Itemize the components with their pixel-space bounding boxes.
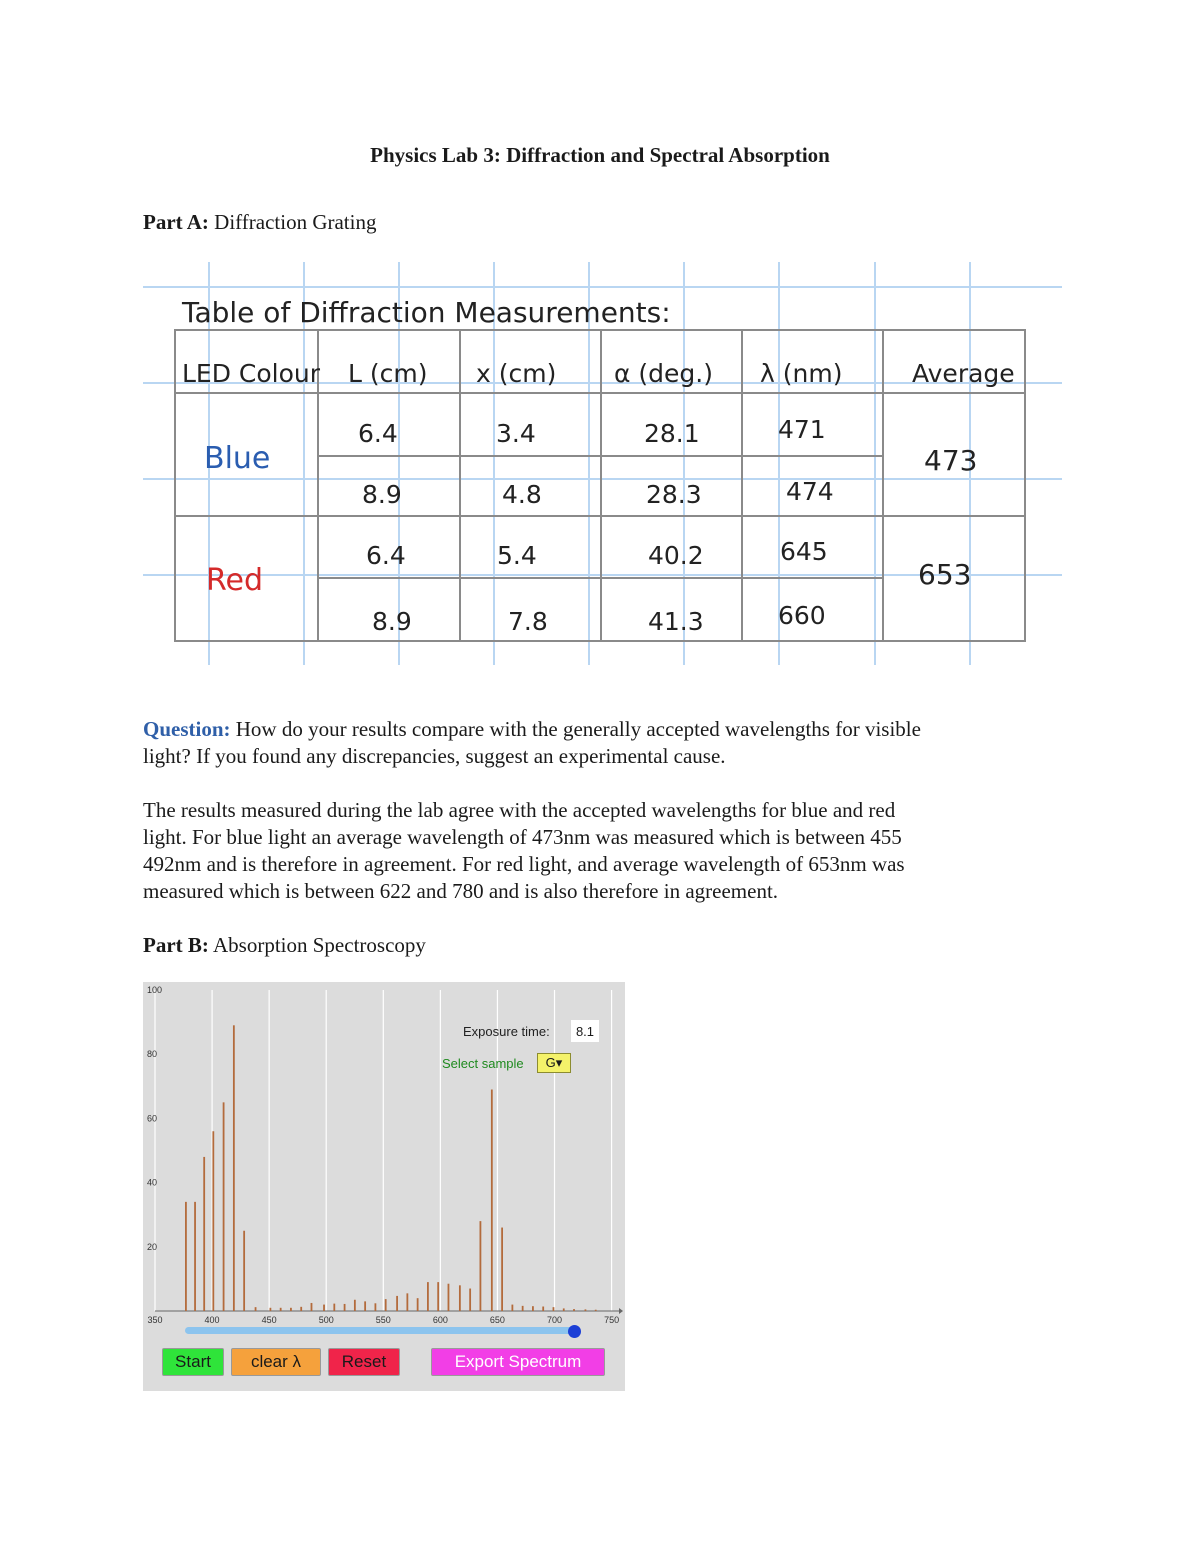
x-tick-label-750: 750 <box>604 1315 620 1325</box>
spectrum-bar-9 <box>280 1308 282 1311</box>
red-r2-angle: 41.3 <box>648 607 704 636</box>
spectrum-bar-12 <box>311 1303 313 1311</box>
spectrum-bar-30 <box>501 1228 503 1311</box>
spectrum-bar-1 <box>194 1202 196 1311</box>
header-x: x (cm) <box>476 359 557 388</box>
spectrum-bar-38 <box>585 1309 587 1311</box>
spectrum-bar-35 <box>553 1307 555 1311</box>
blue-r2-length: 8.9 <box>362 480 402 509</box>
y-tick-label-20: 20 <box>147 1241 158 1252</box>
spectrum-bar-18 <box>375 1303 377 1311</box>
spectrum-bar-26 <box>459 1285 461 1311</box>
table-heading: Table of Diffraction Measurements: <box>182 296 671 329</box>
red-r1-x: 5.4 <box>497 541 537 570</box>
spectrum-bar-23 <box>427 1282 429 1311</box>
spectrum-bar-2 <box>203 1157 205 1311</box>
answer-line-1: The results measured during the lab agree with the accepted wavelengths for blue and red <box>143 798 896 822</box>
part-b-text: Absorption Spectroscopy <box>213 933 426 957</box>
y-tick-label-40: 40 <box>147 1177 158 1188</box>
x-axis-arrow <box>619 1308 623 1314</box>
document-title: Physics Lab 3: Diffraction and Spectral Absorption <box>370 143 830 167</box>
spectrum-bar-24 <box>437 1282 439 1311</box>
question-block <box>143 716 1063 770</box>
part-a-label: Part A: <box>143 210 209 234</box>
x-tick-label-650: 650 <box>489 1315 505 1325</box>
row-label-red: Red <box>206 563 263 598</box>
part-b-label: Part B: <box>143 933 209 957</box>
spectrum-bar-4 <box>223 1102 225 1311</box>
red-r2-wavelength: 660 <box>778 601 826 630</box>
blue-r1-wavelength: 471 <box>778 415 826 444</box>
spectrum-bar-14 <box>333 1304 335 1311</box>
header-average: Average <box>912 359 1015 388</box>
header-angle: α (deg.) <box>614 359 713 388</box>
y-tick-label-80: 80 <box>147 1049 158 1060</box>
wavelength-slider-track[interactable] <box>185 1327 579 1334</box>
spectrum-bar-15 <box>344 1304 346 1311</box>
blue-r2-angle: 28.3 <box>646 480 702 509</box>
blue-r2-x: 4.8 <box>502 480 542 509</box>
spectrum-bar-21 <box>406 1293 408 1311</box>
part-a-heading <box>143 210 376 235</box>
spectrum-app <box>143 982 625 1391</box>
x-tick-label-350: 350 <box>147 1315 163 1325</box>
answer-block <box>143 797 1063 905</box>
export-spectrum-button[interactable]: Export Spectrum <box>431 1348 605 1376</box>
red-average: 653 <box>918 558 972 591</box>
spectrum-bar-25 <box>448 1284 450 1311</box>
question-line-2: light? If you found any discrepancies, suggest an experimental cause. <box>143 744 726 768</box>
spectrum-bar-36 <box>563 1308 565 1311</box>
header-led-colour: LED Colour <box>182 359 321 388</box>
exposure-time-value[interactable]: 8.1 <box>571 1020 599 1042</box>
spectrum-bar-31 <box>511 1305 513 1311</box>
spectrum-bar-37 <box>573 1309 575 1311</box>
y-tick-label-60: 60 <box>147 1113 158 1124</box>
spectrum-bar-8 <box>269 1308 271 1311</box>
red-r1-length: 6.4 <box>366 541 406 570</box>
blue-r1-angle: 28.1 <box>644 419 700 448</box>
header-wavelength: λ (nm) <box>760 359 843 388</box>
x-tick-label-400: 400 <box>204 1315 220 1325</box>
spectrum-bar-13 <box>323 1305 325 1311</box>
spectrum-bar-3 <box>212 1131 214 1311</box>
y-tick-label-100: 100 <box>147 985 163 995</box>
clear-wavelength-button[interactable]: clear λ <box>231 1348 321 1376</box>
exposure-time-label: Exposure time: <box>463 1024 550 1039</box>
blue-r1-x: 3.4 <box>496 419 536 448</box>
x-tick-label-550: 550 <box>375 1315 391 1325</box>
answer-line-3: 492nm and is therefore in agreement. For red light, and average wavelength of 653nm was <box>143 852 905 876</box>
blue-r1-length: 6.4 <box>358 419 398 448</box>
spectrum-bar-6 <box>243 1231 245 1311</box>
spectrum-bar-28 <box>480 1221 482 1311</box>
sample-select-dropdown[interactable]: G▾ <box>537 1053 571 1073</box>
spectrum-bar-27 <box>469 1289 471 1311</box>
red-r2-x: 7.8 <box>508 607 548 636</box>
blue-average: 473 <box>924 444 978 477</box>
x-tick-label-600: 600 <box>432 1315 448 1325</box>
x-tick-label-450: 450 <box>261 1315 277 1325</box>
spectrum-bar-17 <box>364 1301 366 1311</box>
spectrum-bar-29 <box>491 1090 493 1311</box>
spectrum-bar-10 <box>290 1308 292 1311</box>
spectrum-bar-16 <box>354 1300 356 1311</box>
red-r2-length: 8.9 <box>372 607 412 636</box>
part-b-heading <box>143 933 426 958</box>
spectrum-bar-22 <box>417 1298 419 1311</box>
answer-line-4: measured which is between 622 and 780 and is also therefore in agreement. <box>143 879 779 903</box>
spectrum-bar-20 <box>396 1296 398 1311</box>
reset-button[interactable]: Reset <box>328 1348 400 1376</box>
row-label-blue: Blue <box>204 441 271 476</box>
x-tick-label-500: 500 <box>318 1315 334 1325</box>
spectrum-bar-34 <box>542 1307 544 1311</box>
answer-line-2: light. For blue light an average wavelength of 473nm was measured which is between 455 <box>143 825 902 849</box>
spectrum-bar-19 <box>385 1299 387 1311</box>
start-button[interactable]: Start <box>162 1348 224 1376</box>
spectrum-bar-7 <box>255 1307 257 1311</box>
red-r1-angle: 40.2 <box>648 541 704 570</box>
spectrum-bar-33 <box>532 1306 534 1311</box>
spectrum-bar-39 <box>595 1310 597 1311</box>
question-line-1: How do your results compare with the generally accepted wavelengths for visible <box>235 717 921 741</box>
select-sample-label: Select sample <box>442 1056 524 1071</box>
wavelength-slider-thumb[interactable] <box>568 1325 581 1338</box>
part-a-text: Diffraction Grating <box>214 210 377 234</box>
spectrum-bar-11 <box>300 1307 302 1311</box>
table-borders <box>175 330 1025 641</box>
graph-paper-grid <box>143 262 1062 665</box>
blue-r2-wavelength: 474 <box>786 477 834 506</box>
red-r1-wavelength: 645 <box>780 537 828 566</box>
spectrum-bar-32 <box>522 1306 524 1311</box>
question-label: Question: <box>143 717 231 741</box>
spectrum-bar-0 <box>185 1202 187 1311</box>
spectrum-bar-5 <box>233 1025 235 1311</box>
header-length: L (cm) <box>348 359 428 388</box>
x-tick-label-700: 700 <box>546 1315 563 1325</box>
